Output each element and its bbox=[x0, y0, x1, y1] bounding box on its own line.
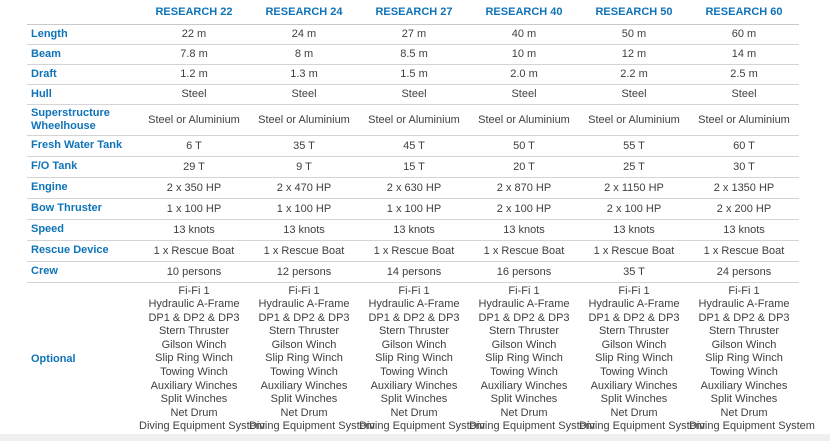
spec-value-cell: 14 persons bbox=[359, 261, 469, 282]
spec-value-cell: 2 x 470 HP bbox=[249, 177, 359, 198]
spec-value-cell: 15 T bbox=[359, 156, 469, 177]
table-row bbox=[27, 261, 799, 282]
spec-value-cell: 50 T bbox=[469, 135, 579, 156]
row-label: Draft bbox=[27, 64, 139, 84]
row-label: Optional bbox=[27, 282, 139, 437]
row-label: Fresh Water Tank bbox=[27, 135, 139, 156]
spec-value-cell: 1 x 100 HP bbox=[249, 198, 359, 219]
spec-value-cell: 13 knots bbox=[469, 219, 579, 240]
spec-value-cell: 13 knots bbox=[359, 219, 469, 240]
spec-value-cell: 1 x Rescue Boat bbox=[249, 240, 359, 261]
spec-value-cell: 1 x 100 HP bbox=[359, 198, 469, 219]
spec-value-cell: 10 persons bbox=[139, 261, 249, 282]
spec-value-cell: 2 x 200 HP bbox=[689, 198, 799, 219]
table-row bbox=[27, 198, 799, 219]
row-label: Length bbox=[27, 24, 139, 44]
spec-value-cell: 13 knots bbox=[139, 219, 249, 240]
spec-value-cell: 16 persons bbox=[469, 261, 579, 282]
spec-value-cell: 1 x Rescue Boat bbox=[469, 240, 579, 261]
spec-value-cell: 1.5 m bbox=[359, 64, 469, 84]
row-label: F/O Tank bbox=[27, 156, 139, 177]
table-row bbox=[27, 44, 799, 64]
spec-value-cell: 50 m bbox=[579, 24, 689, 44]
table-row bbox=[27, 240, 799, 261]
spec-value-cell: 7.8 m bbox=[139, 44, 249, 64]
spec-value-cell: 8.5 m bbox=[359, 44, 469, 64]
spec-value-cell: 25 T bbox=[579, 156, 689, 177]
spec-value-cell: 22 m bbox=[139, 24, 249, 44]
spec-value-cell: Fi-Fi 1 Hydraulic A-Frame DP1 & DP2 & DP3 Stern Thruster Gilson Winch Slip Ring Winch Towing Winch Auxiliary Winches Split Winches Net Drum Diving Equipment System bbox=[579, 282, 689, 437]
spec-value-cell: 12 persons bbox=[249, 261, 359, 282]
column-header: RESEARCH 60 bbox=[689, 0, 799, 24]
spec-value-cell: Steel or Aluminium bbox=[469, 104, 579, 135]
spec-value-cell: Fi-Fi 1 Hydraulic A-Frame DP1 & DP2 & DP3 Stern Thruster Gilson Winch Slip Ring Winch Towing Winch Auxiliary Winches Split Winches Net Drum Diving Equipment System bbox=[469, 282, 579, 437]
table-row bbox=[27, 24, 799, 44]
table-row bbox=[27, 156, 799, 177]
spec-value-cell: 1 x 100 HP bbox=[139, 198, 249, 219]
table-row bbox=[27, 219, 799, 240]
row-label: Beam bbox=[27, 44, 139, 64]
row-label: Engine bbox=[27, 177, 139, 198]
row-label: Rescue Device bbox=[27, 240, 139, 261]
spec-value-cell: 14 m bbox=[689, 44, 799, 64]
spec-value-cell: 13 knots bbox=[249, 219, 359, 240]
table-row bbox=[27, 282, 799, 437]
spec-value-cell: 27 m bbox=[359, 24, 469, 44]
spec-value-cell: Steel bbox=[139, 84, 249, 104]
spec-value-cell: Steel or Aluminium bbox=[689, 104, 799, 135]
row-label: Bow Thruster bbox=[27, 198, 139, 219]
spec-value-cell: 24 m bbox=[249, 24, 359, 44]
row-label: Superstructure Wheelhouse bbox=[27, 104, 139, 135]
row-label: Hull bbox=[27, 84, 139, 104]
spec-value-cell: 2 x 1350 HP bbox=[689, 177, 799, 198]
spec-value-cell: 1 x Rescue Boat bbox=[359, 240, 469, 261]
spec-value-cell: 20 T bbox=[469, 156, 579, 177]
column-header: RESEARCH 24 bbox=[249, 0, 359, 24]
spec-value-cell: 2 x 100 HP bbox=[469, 198, 579, 219]
corner-cell bbox=[27, 0, 139, 24]
spec-value-cell: Steel bbox=[249, 84, 359, 104]
spec-value-cell: Steel bbox=[469, 84, 579, 104]
spec-value-cell: 35 T bbox=[579, 261, 689, 282]
spec-value-cell: 2.2 m bbox=[579, 64, 689, 84]
spec-value-cell: 60 T bbox=[689, 135, 799, 156]
spec-value-cell: 13 knots bbox=[689, 219, 799, 240]
bottom-strip bbox=[0, 434, 830, 441]
spec-value-cell: Steel bbox=[579, 84, 689, 104]
spec-value-cell: 10 m bbox=[469, 44, 579, 64]
table-row bbox=[27, 135, 799, 156]
column-header: RESEARCH 50 bbox=[579, 0, 689, 24]
spec-value-cell: 1 x Rescue Boat bbox=[139, 240, 249, 261]
row-label: Speed bbox=[27, 219, 139, 240]
spec-value-cell: 9 T bbox=[249, 156, 359, 177]
spec-value-cell: 8 m bbox=[249, 44, 359, 64]
spec-value-cell: 45 T bbox=[359, 135, 469, 156]
header-row bbox=[27, 0, 799, 24]
spec-value-cell: Steel or Aluminium bbox=[579, 104, 689, 135]
column-header: RESEARCH 40 bbox=[469, 0, 579, 24]
table-row bbox=[27, 64, 799, 84]
spec-value-cell: Steel bbox=[359, 84, 469, 104]
spec-value-cell: 2 x 870 HP bbox=[469, 177, 579, 198]
column-header: RESEARCH 22 bbox=[139, 0, 249, 24]
spec-value-cell: 2.0 m bbox=[469, 64, 579, 84]
spec-value-cell: Fi-Fi 1 Hydraulic A-Frame DP1 & DP2 & DP3 Stern Thruster Gilson Winch Slip Ring Winch Towing Winch Auxiliary Winches Split Winches Net Drum Diving Equipment System bbox=[689, 282, 799, 437]
spec-value-cell: Fi-Fi 1 Hydraulic A-Frame DP1 & DP2 & DP3 Stern Thruster Gilson Winch Slip Ring Winch Towing Winch Auxiliary Winches Split Winches Net Drum Diving Equipment System bbox=[139, 282, 249, 437]
spec-value-cell: 2.5 m bbox=[689, 64, 799, 84]
table-row bbox=[27, 177, 799, 198]
spec-value-cell: Steel or Aluminium bbox=[359, 104, 469, 135]
spec-table-body bbox=[27, 24, 815, 437]
spec-value-cell: Fi-Fi 1 Hydraulic A-Frame DP1 & DP2 & DP3 Stern Thruster Gilson Winch Slip Ring Winch Towing Winch Auxiliary Winches Split Winches Net Drum Diving Equipment System bbox=[359, 282, 469, 437]
spec-value-cell: 60 m bbox=[689, 24, 799, 44]
spec-value-cell: 2 x 630 HP bbox=[359, 177, 469, 198]
table-row bbox=[27, 84, 799, 104]
table-row bbox=[27, 104, 799, 135]
spec-value-cell: 1.3 m bbox=[249, 64, 359, 84]
spec-value-cell: 13 knots bbox=[579, 219, 689, 240]
spec-value-cell: 40 m bbox=[469, 24, 579, 44]
spec-value-cell: 2 x 350 HP bbox=[139, 177, 249, 198]
spec-value-cell: Fi-Fi 1 Hydraulic A-Frame DP1 & DP2 & DP3 Stern Thruster Gilson Winch Slip Ring Winch Towing Winch Auxiliary Winches Split Winches Net Drum Diving Equipment System bbox=[249, 282, 359, 437]
spec-value-cell: Steel or Aluminium bbox=[249, 104, 359, 135]
spec-value-cell: 2 x 100 HP bbox=[579, 198, 689, 219]
spec-value-cell: 1 x Rescue Boat bbox=[579, 240, 689, 261]
column-header: RESEARCH 27 bbox=[359, 0, 469, 24]
spec-value-cell: Steel or Aluminium bbox=[139, 104, 249, 135]
spec-value-cell: 6 T bbox=[139, 135, 249, 156]
spec-value-cell: 24 persons bbox=[689, 261, 799, 282]
spec-value-cell: 1.2 m bbox=[139, 64, 249, 84]
row-label: Crew bbox=[27, 261, 139, 282]
spec-value-cell: 29 T bbox=[139, 156, 249, 177]
spec-value-cell: 55 T bbox=[579, 135, 689, 156]
vessel-spec-table bbox=[27, 0, 815, 437]
spec-value-cell: Steel bbox=[689, 84, 799, 104]
spec-value-cell: 2 x 1150 HP bbox=[579, 177, 689, 198]
spec-value-cell: 1 x Rescue Boat bbox=[689, 240, 799, 261]
spec-value-cell: 35 T bbox=[249, 135, 359, 156]
spec-value-cell: 30 T bbox=[689, 156, 799, 177]
spec-value-cell: 12 m bbox=[579, 44, 689, 64]
